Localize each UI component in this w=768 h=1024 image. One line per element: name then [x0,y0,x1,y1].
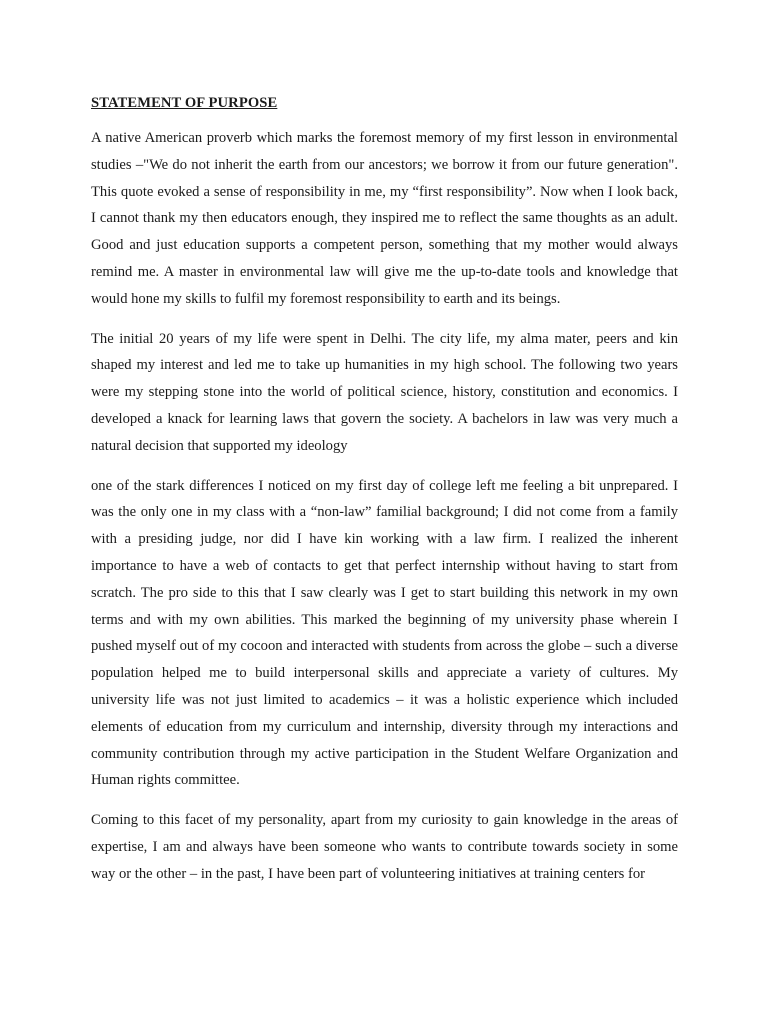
document-title: STATEMENT OF PURPOSE [91,95,278,111]
paragraph-proverb: A native American proverb which marks the foremost memory of my first lesson in environmental studies –"We do not inherit the earth from our ancestors; we borrow it from our future generation". This quote evoked a sense of responsibility in me, my “first responsibility”. Now when I look back, I cannot thank my then educators enough, they inspired me to reflect the same thoughts as an adult. Good and just education supports a competent person, something that my mother would always remind me. A master in environmental law will give me the up-to-date tools and knowledge that would hone my skills to fulfil my foremost responsibility to earth and its beings. [91,130,678,307]
paragraph-university: one of the stark differences I noticed on my first day of college left me feeling a bit unprepared. I was the only one in my class with a “non-law” familial background; I did not come from a family with a presiding judge, nor did I have kin working with a law firm. I realized the inherent importance to have a web of contacts to get that perfect internship without having to start from scratch. The pro side to this that I saw clearly was I get to start building this network in my own terms and with my own abilities. This marked the beginning of my university phase wherein I pushed myself out of my cocoon and interacted with students from across the globe – such a diverse population helped me to build interpersonal skills and appreciate a variety of cultures. My university life was not just limited to academics – it was a holistic experience which included elements of education from my curriculum and internship, diversity through my interactions and community contribution through my active participation in the Student Welfare Organization and Human rights committee. [91,477,678,789]
paragraph-personality: Coming to this facet of my personality, apart from my curiosity to gain knowledge in the areas of expertise, I am and always have been someone who wants to contribute towards society in some way or the other – in the past, I have been part of volunteering initiatives at training centers for [91,812,678,882]
paragraph-early-life: The initial 20 years of my life were spent in Delhi. The city life, my alma mater, peers and kin shaped my interest and led me to take up humanities in my high school. The following two years were my stepping stone into the world of political science, history, constitution and economics. I developed a knack for learning laws that govern the society. A bachelors in law was very much a natural decision that supported my ideology [91,330,678,454]
document-body [91,91,678,901]
